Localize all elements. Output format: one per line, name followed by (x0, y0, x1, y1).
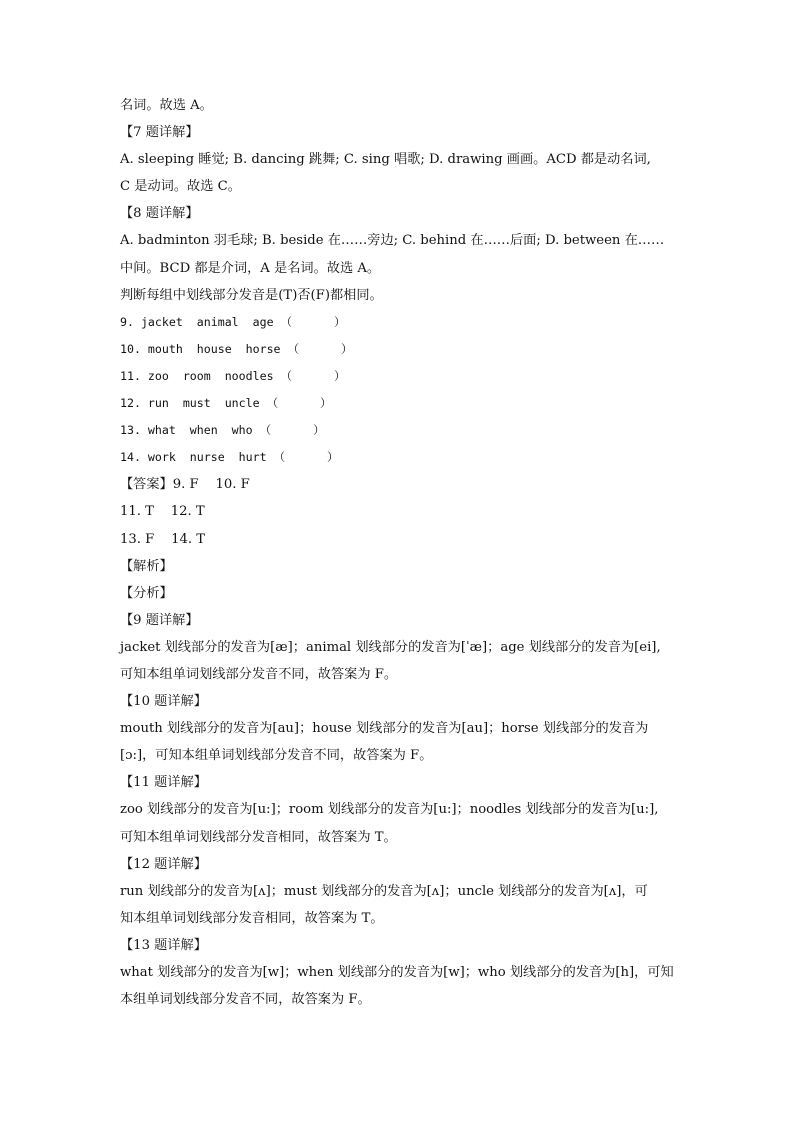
answer-line: 【答案】9. F 10. F (120, 477, 250, 493)
question-11: 11. zoo room noodles （ ） (120, 368, 346, 383)
answer-line: 11. T 12. T (120, 504, 205, 520)
explanation-line: what 划线部分的发音为[w]；when 划线部分的发音为[w]；who 划线部分的发音为[h]，可知 (120, 965, 674, 980)
question-10: 10. mouth house horse （ ） (120, 341, 353, 356)
section-heading: 【8 题详解】 (120, 206, 199, 222)
answer-line: 13. F 14. T (120, 531, 206, 547)
section-heading: 【9 题详解】 (120, 612, 199, 628)
section-heading: 【13 题详解】 (120, 937, 207, 953)
question-13: 13. what when who （ ） (120, 423, 325, 438)
explanation-line: jacket 划线部分的发音为[æ]；animal 划线部分的发音为[ˈæ]；age 划线部分的发音为[ei], (120, 639, 661, 655)
instruction-line: 判断每组中划线部分发音是(T)否(F)都相同。 (120, 287, 383, 303)
text-line: C 是动词。故选 C。 (120, 179, 241, 195)
section-heading: 【解析】 (120, 558, 173, 574)
explanation-line: 可知本组单词划线部分发音相同，故答案为 T。 (120, 829, 397, 845)
text-line: 名词。故选 A。 (120, 98, 213, 113)
question-9: 9. jacket animal age （ ） (120, 314, 346, 329)
explanation-line: 知本组单词划线部分发音相同，故答案为 T。 (120, 910, 384, 926)
text-line: 中间。BCD 都是介词，A 是名词。故选 A。 (120, 260, 381, 276)
text-line: A. sleeping 睡觉; B. dancing 跳舞; C. sing 唱歌; D. drawing 画画。ACD 都是动名词, (120, 152, 651, 168)
section-heading: 【10 题详解】 (120, 694, 207, 710)
section-heading: 【12 题详解】 (120, 856, 207, 872)
document-body (120, 92, 700, 1013)
explanation-line: [ɔ:]，可知本组单词划线部分发音不同，故答案为 F。 (120, 748, 433, 764)
explanation-line: 本组单词划线部分发音不同，故答案为 F。 (120, 992, 371, 1008)
question-12: 12. run must uncle （ ） (120, 396, 332, 411)
section-heading: 【11 题详解】 (120, 775, 207, 791)
explanation-line: mouth 划线部分的发音为[au]；house 划线部分的发音为[au]；horse 划线部分的发音为 (120, 721, 649, 737)
explanation-line: 可知本组单词划线部分发音不同，故答案为 F。 (120, 666, 398, 682)
section-heading: 【7 题详解】 (120, 125, 199, 141)
section-heading: 【分析】 (120, 585, 173, 601)
explanation-line: run 划线部分的发音为[ʌ]；must 划线部分的发音为[ʌ]；uncle 划线部分的发音为[ʌ]，可 (120, 883, 648, 899)
explanation-line: zoo 划线部分的发音为[u:]；room 划线部分的发音为[u:]；noodles 划线部分的发音为[u:], (120, 802, 659, 818)
text-line: A. badminton 羽毛球; B. beside 在……旁边; C. behind 在……后面; D. between 在…… (120, 233, 665, 249)
question-14: 14. work nurse hurt （ ） (120, 450, 339, 465)
